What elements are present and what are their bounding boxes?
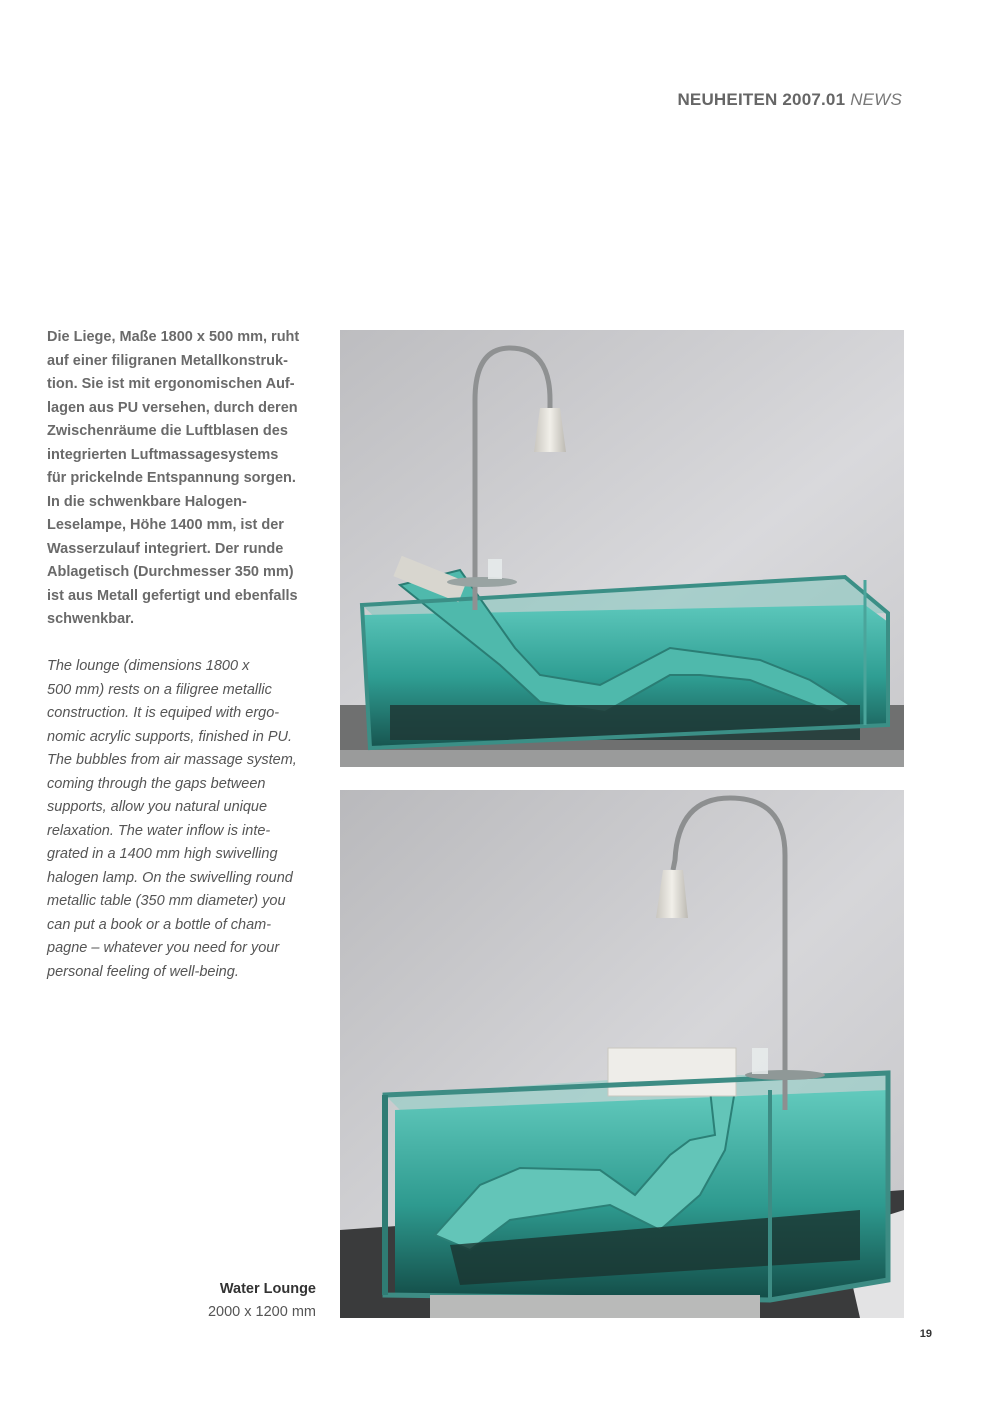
product-name: Water Lounge <box>219 1281 316 1297</box>
text-line: halogen lamp. On the swivelling round <box>47 869 293 886</box>
text-line: auf einer filigranen Metallkonstruk- <box>47 352 288 369</box>
header-subtitle: NEWS <box>850 90 902 109</box>
text-line: nomic acrylic supports, finished in PU. <box>47 728 292 745</box>
text-line: relaxation. The water inflow is inte- <box>47 822 271 839</box>
header-title: NEUHEITEN 2007.01 <box>677 90 846 109</box>
text-line: integrierten Luftmassagesystems <box>47 446 279 463</box>
product-photo-front-view <box>340 790 904 1318</box>
text-line: lagen aus PU versehen, durch deren <box>47 399 298 416</box>
product-dimensions: 2000 x 1200 mm <box>207 1304 316 1320</box>
text-line: In die schwenkbare Halogen- <box>47 493 247 510</box>
tub-side-illustration <box>340 330 904 767</box>
text-line: Zwischenräume die Luftblasen des <box>47 423 288 439</box>
text-line: Die Liege, Maße 1800 x 500 mm, ruht <box>47 329 300 345</box>
text-line: schwenkbar. <box>47 611 135 627</box>
tub-front-illustration <box>340 790 904 1318</box>
text-line: personal feeling of well-being. <box>47 963 239 980</box>
text-line: für prickelnde Entspannung sorgen. <box>47 470 296 486</box>
german-description <box>47 326 322 632</box>
english-description <box>47 655 327 984</box>
page-number: 19 <box>919 1328 932 1340</box>
text-line: Wasserzulauf integriert. Der runde <box>47 540 284 557</box>
text-line: Leselampe, Höhe 1400 mm, ist der <box>47 517 284 533</box>
text-line: construction. It is equiped with ergo- <box>47 705 280 721</box>
text-line: The bubbles from air massage system, <box>47 752 297 768</box>
text-line: tion. Sie ist mit ergonomischen Auf- <box>47 376 295 392</box>
text-line: ist aus Metall gefertigt und ebenfalls <box>47 587 298 604</box>
text-line: pagne – whatever you need for your <box>47 940 280 956</box>
text-line: supports, allow you natural unique <box>47 799 268 815</box>
page-header <box>677 90 902 110</box>
product-photo-side-view <box>340 330 904 767</box>
product-caption <box>208 1278 316 1324</box>
text-line: metallic table (350 mm diameter) you <box>47 893 286 909</box>
text-line: The lounge (dimensions 1800 x <box>47 658 250 674</box>
text-line: Ablagetisch (Durchmesser 350 mm) <box>47 564 294 580</box>
text-line: can put a book or a bottle of cham- <box>47 916 272 933</box>
text-line: 500 mm) rests on a filigree metallic <box>47 681 272 698</box>
text-line: coming through the gaps between <box>47 775 266 792</box>
text-line: grated in a 1400 mm high swivelling <box>47 846 278 862</box>
